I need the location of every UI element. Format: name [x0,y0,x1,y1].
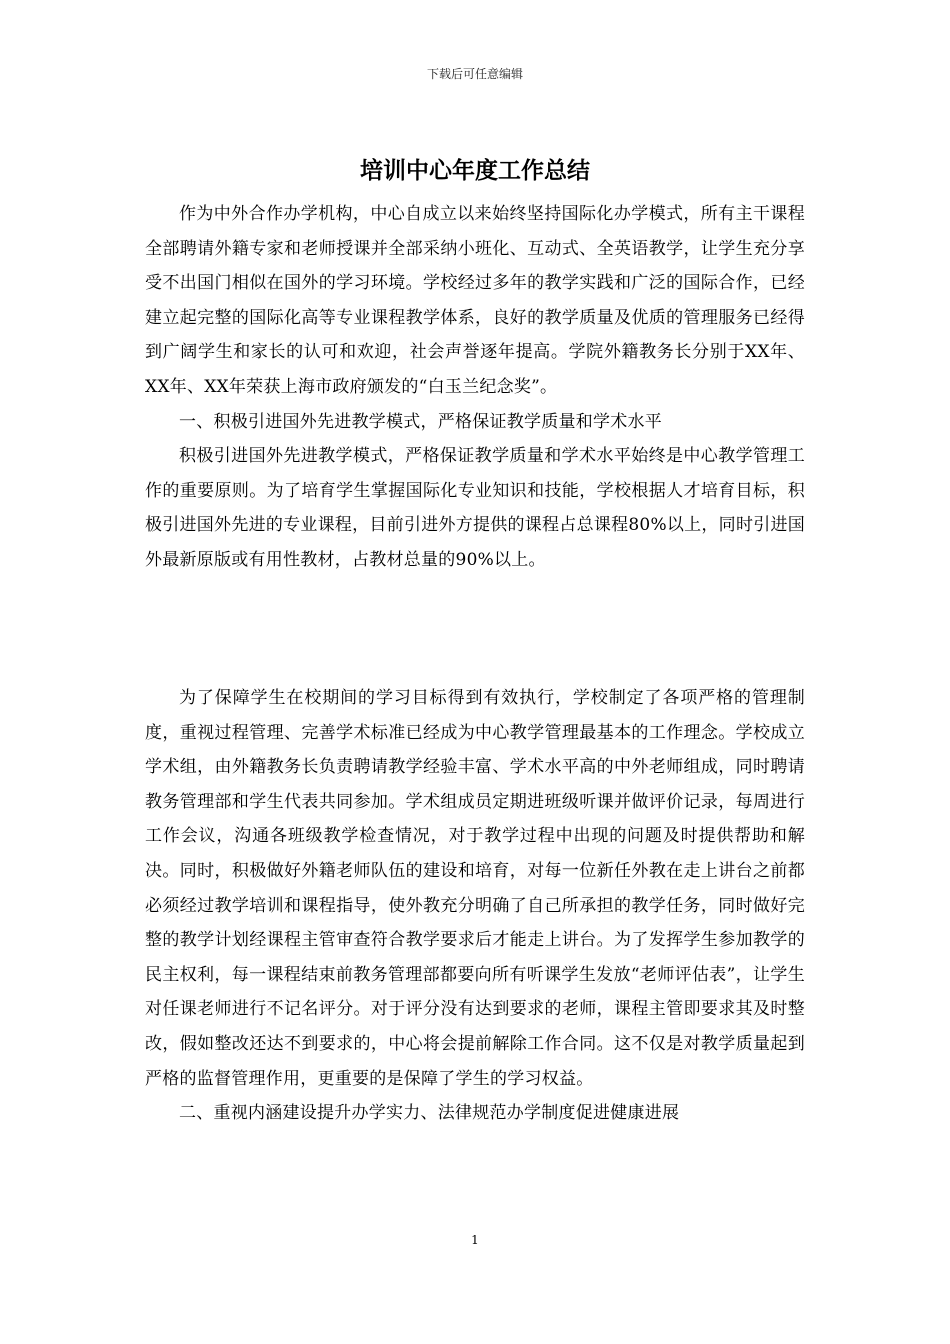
management-paragraph: 为了保障学生在校期间的学习目标得到有效执行，学校制定了各项严格的管理制度，重视过程管理、完善学术标准已经成为中心教学管理最基本的工作理念。学校成立学术组，由外籍教务长负责聘请教学经验丰富、学术水平高的中外老师组成，同时聘请教务管理部和学生代表共同参加。学术组成员定期进班级听课并做评价记录，每周进行工作会议，沟通各班级教学检查情况，对于教学过程中出现的问题及时提供帮助和解决。同时，积极做好外籍老师队伍的建设和培育，对每一位新任外教在走上讲台之前都必须经过教学培训和课程指导，使外教充分明确了自己所承担的教学任务，同时做好完整的教学计划经课程主管审查符合教学要求后才能走上讲台。为了发挥学生参加教学的民主权利，每一课程结束前教务管理部都要向所有听课学生发放“老师评估表”，让学生对任课老师进行不记名评分。对于评分没有达到要求的老师，课程主管即要求其及时整改，假如整改还达不到要求的，中心将会提前解除工作合同。这不仅是对教学质量起到严格的监督管理作用，更重要的是保障了学生的学习权益。 [145,688,805,1089]
body-block-1 [145,197,805,578]
body-block-2 [145,681,805,1131]
section-heading-1: 一、积极引进国外先进教学模式，严格保证教学质量和学术水平 [179,411,662,432]
section-heading-2: 二、重视内涵建设提升办学实力、法律规范办学制度促进健康进展 [179,1103,680,1124]
document-title: 培训中心年度工作总结 [360,158,590,184]
page-number: 1 [471,1233,479,1247]
intro-paragraph: 作为中外合作办学机构，中心自成立以来始终坚持国际化办学模式，所有主干课程全部聘请外籍专家和老师授课并全部采纳小班化、互动式、全英语教学，让学生充分享受不出国门相似在国外的学习环境。学校经过多年的教学实践和广泛的国际合作，已经建立起完整的国际化高等专业课程教学体系，良好的教学质量及优质的管理服务已经得到广阔学生和家长的认可和欢迎，社会声誉逐年提高。学院外籍教务长分别于XX年、XX年、XX年荣获上海市政府颁发的“白玉兰纪念奖”。 [145,204,805,397]
section-1-paragraph: 积极引进国外先进教学模式，严格保证教学质量和学术水平始终是中心教学管理工作的重要原则。为了培育学生掌握国际化专业知识和技能，学校根据人才培育目标，积极引进国外先进的专业课程，目前引进外方提供的课程占总课程80%以上，同时引进国外最新原版或有用性教材，占教材总量的90%以上。 [145,446,805,570]
page-header: 下载后可任意编辑 [426,67,523,81]
